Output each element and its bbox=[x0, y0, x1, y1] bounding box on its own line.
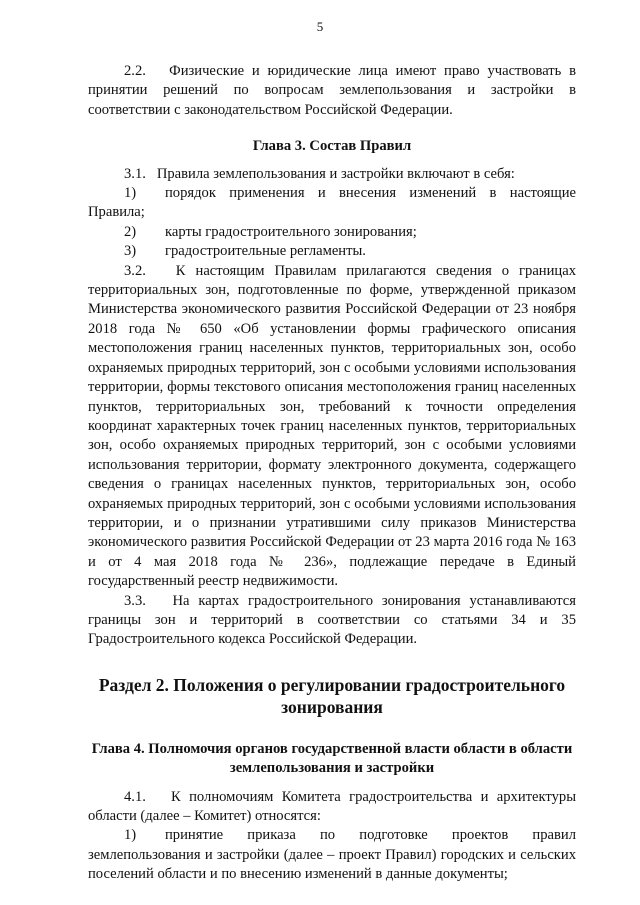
document-body bbox=[88, 62, 576, 885]
list-item-number: 1) bbox=[124, 827, 137, 844]
page-number: 5 bbox=[316, 19, 324, 34]
list-item-text: карты градостроительного зонирования; bbox=[165, 223, 417, 240]
list-item-text: порядок применения и внесения изменений в настоящие Правила; bbox=[88, 185, 576, 221]
section-2-heading: Раздел 2. Положения о регулировании градостроительного зонирования bbox=[98, 674, 566, 717]
paragraph-4-1: 4.1. К полномочиям Комитета градостроительства и архитектуры области (далее – Комитет) относятся: bbox=[88, 788, 576, 824]
list-item-3-1-1 bbox=[88, 184, 576, 223]
paragraph-3-2: 3.2. К настоящим Правилам прилагаются сведения о границах территориальных зон, подготовленные по форме, утвержденной приказом Министерства экономического развития Российской Федерации от 23 ноября 2018 года № 650 «Об установлении формы графического описания местоположения границ населенных пунктов, территориальных зон, особо охраняемых природных территорий, зон с особыми условиями использования территории, формы текстового описания местоположения границ населенных пунктов, территориальных зон, требований к точности определения координат характерных точек границ населенных пунктов, территориальных зон, особо охраняемых природных территорий, зон с особыми условиями использования территории, формату электронного документа, содержащего сведения о границах населенных пунктов, территориальных зон, особо охраняемых природных территорий, зон с особыми условиями использования территории, и о признании утратившими силу приказов Министерства экономического развития Российской Федерации от 23 марта 2016 года № 163 и от 4 мая 2018 года № 236», подлежащие передаче в Единый государственный реестр недвижимости. bbox=[88, 262, 576, 590]
paragraph-2-2: 2.2. Физические и юридические лица имеют право участвовать в принятии решений по вопросам землепользования и застройки в соответствии с законодательством Российской Федерации. bbox=[88, 63, 576, 118]
paragraph-3-1: 3.1. Правила землепользования и застройки включают в себя: bbox=[124, 165, 515, 182]
chapter-3-heading: Глава 3. Состав Правил bbox=[252, 138, 412, 155]
list-item-number: 3) bbox=[124, 243, 137, 260]
list-item-4-1-1 bbox=[88, 826, 576, 884]
chapter-4-heading: Глава 4. Полномочия органов государственной власти области в области землепользования и застройки bbox=[91, 740, 573, 777]
paragraph-3-3: 3.3. На картах градостроительного зонирования устанавливаются границы зон и территорий в соответствии со статьями 34 и 35 Градостроительного кодекса Российской Федерации. bbox=[88, 592, 576, 648]
list-item-text: градостроительные регламенты. bbox=[165, 243, 366, 260]
list-item-3-1-3 bbox=[88, 242, 576, 261]
list-item-text: принятие приказа по подготовке проектов правил землепользования и застройки (далее – проект Правил) городских и сельских поселений области и по внесению изменений в данные документы; bbox=[88, 827, 576, 883]
list-item-number: 1) bbox=[124, 185, 137, 202]
list-item-3-1-2 bbox=[88, 223, 576, 242]
list-item-number: 2) bbox=[124, 223, 137, 240]
